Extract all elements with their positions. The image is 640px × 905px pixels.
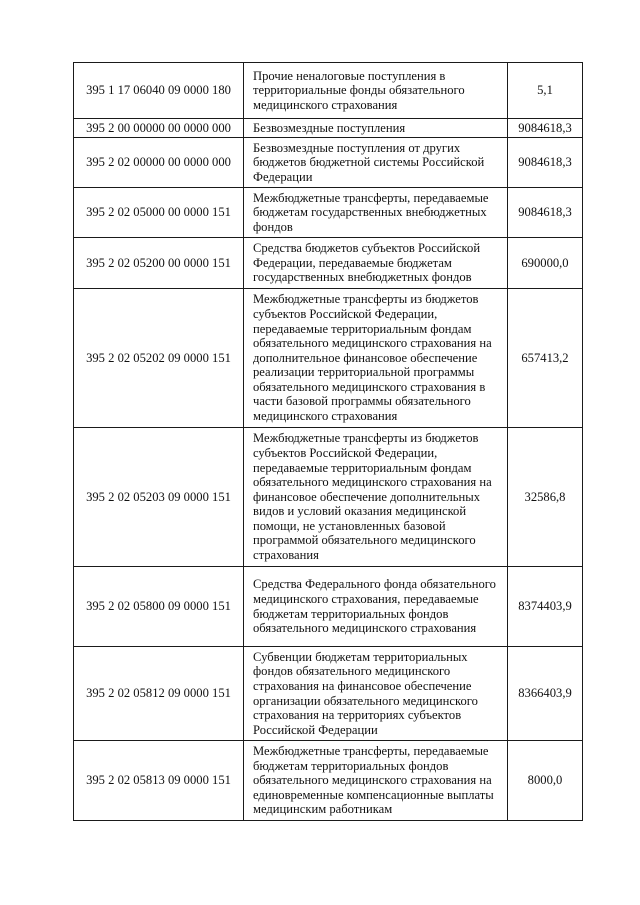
budget-classification-code: 395 2 02 05812 09 0000 151: [74, 647, 244, 741]
table-row: [74, 238, 583, 289]
budget-classification-code: 395 2 02 05813 09 0000 151: [74, 741, 244, 821]
revenue-amount: 8366403,9: [508, 647, 583, 741]
budget-classification-code: 395 2 00 00000 00 0000 000: [74, 119, 244, 138]
table-row: [74, 567, 583, 647]
budget-classification-code: 395 2 02 05202 09 0000 151: [74, 289, 244, 428]
budget-classification-code: 395 2 02 05800 09 0000 151: [74, 567, 244, 647]
table-row: [74, 741, 583, 821]
revenue-amount: 690000,0: [508, 238, 583, 289]
revenue-name: Безвозмездные поступления от других бюджетов бюджетной системы Российской Федерации: [244, 138, 508, 188]
table-row: [74, 119, 583, 138]
table-row: [74, 63, 583, 119]
revenue-name: Межбюджетные трансферты из бюджетов субъектов Российской Федерации, передаваемые территориальным фондам обязательного медицинского страхования на финансовое обеспечение дополнительных видов и условий оказания медицинской помощи, не установленных базовой программой обязательного медицинского страхования: [244, 428, 508, 567]
budget-classification-code: 395 2 02 05200 00 0000 151: [74, 238, 244, 289]
revenue-name: Прочие неналоговые поступления в территориальные фонды обязательного медицинского страхования: [244, 63, 508, 119]
revenue-amount: 8000,0: [508, 741, 583, 821]
table-row: [74, 289, 583, 428]
revenue-name: Межбюджетные трансферты из бюджетов субъектов Российской Федерации, передаваемые территориальным фондам обязательного медицинского страхования на дополнительное финансовое обеспечение реализации территориальной программы обязательного медицинского страхования в части базовой программы обязательного медицинского страхования: [244, 289, 508, 428]
revenue-name: Средства бюджетов субъектов Российской Федерации, передаваемые бюджетам государственных внебюджетных фондов: [244, 238, 508, 289]
budget-classification-code: 395 2 02 05000 00 0000 151: [74, 188, 244, 238]
revenue-name: Безвозмездные поступления: [244, 119, 508, 138]
revenue-amount: 9084618,3: [508, 138, 583, 188]
revenue-amount: 8374403,9: [508, 567, 583, 647]
revenue-name: Субвенции бюджетам территориальных фондов обязательного медицинского страхования на финансовое обеспечение организации обязательного медицинского страхования на территориях субъектов Российской Федерации: [244, 647, 508, 741]
table-row: [74, 138, 583, 188]
revenue-name: Межбюджетные трансферты, передаваемые бюджетам государственных внебюджетных фондов: [244, 188, 508, 238]
revenue-amount: 32586,8: [508, 428, 583, 567]
revenue-name: Межбюджетные трансферты, передаваемые бюджетам территориальных фондов обязательного медицинского страхования на единовременные компенсационные выплаты медицинским работникам: [244, 741, 508, 821]
budget-classification-code: 395 2 02 05203 09 0000 151: [74, 428, 244, 567]
table-row: [74, 647, 583, 741]
revenue-amount: 9084618,3: [508, 119, 583, 138]
revenue-amount: 5,1: [508, 63, 583, 119]
table-row: [74, 188, 583, 238]
budget-classification-code: 395 1 17 06040 09 0000 180: [74, 63, 244, 119]
table-row: [74, 428, 583, 567]
revenue-name: Средства Федерального фонда обязательного медицинского страхования, передаваемые бюджетам территориальных фондов обязательного медицинского страхования: [244, 567, 508, 647]
budget-classification-code: 395 2 02 00000 00 0000 000: [74, 138, 244, 188]
revenue-amount: 657413,2: [508, 289, 583, 428]
revenue-table: [73, 62, 583, 821]
revenue-amount: 9084618,3: [508, 188, 583, 238]
